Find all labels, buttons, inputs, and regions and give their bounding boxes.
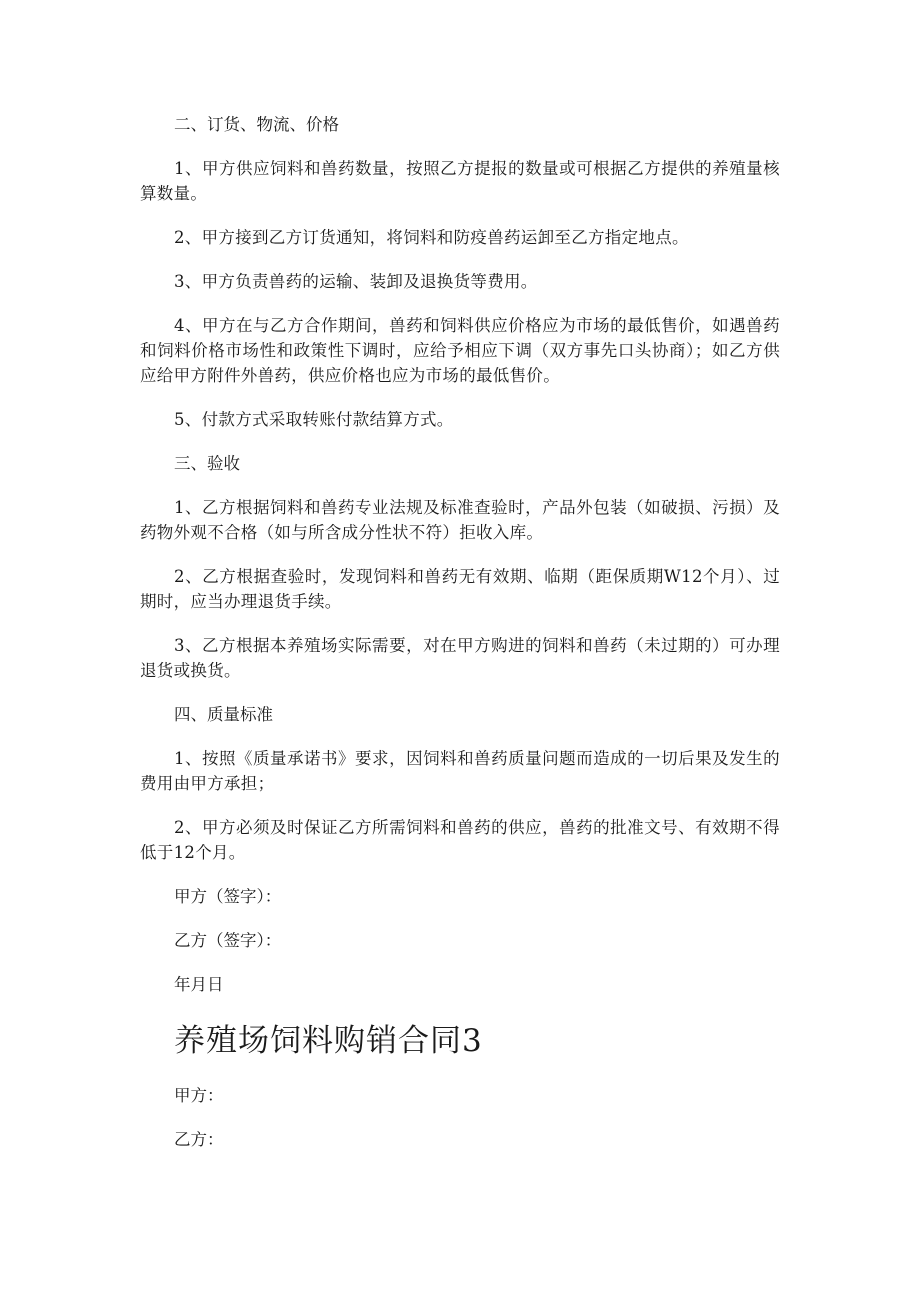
clause-4-1: 1、按照《质量承诺书》要求，因饲料和兽药质量问题而造成的一切后果及发生的费用由甲方承担； xyxy=(140,749,780,793)
document-page xyxy=(140,112,780,1171)
contract-title: 养殖场饲料购销合同3 xyxy=(174,1023,483,1059)
clause-2-3: 3、甲方负责兽药的运输、装卸及退换货等费用。 xyxy=(174,272,538,291)
signature-date: 年月日 xyxy=(174,975,224,994)
clause-3-1: 1、乙方根据饲料和兽药专业法规及标准查验时，产品外包装（如破损、污损）及药物外观不合格（如与所含成分性状不符）拒收入库。 xyxy=(140,498,780,542)
signature-party-a: 甲方（签字）： xyxy=(174,887,282,906)
clause-2-4: 4、甲方在与乙方合作期间，兽药和饲料供应价格应为市场的最低售价，如遇兽药和饲料价格市场性和政策性下调时，应给予相应下调（双方事先口头协商）；如乙方供应给甲方附件外兽药，供应价格也应为市场的最低售价。 xyxy=(140,316,780,385)
section-heading-ordering: 二、订货、物流、价格 xyxy=(174,115,339,134)
party-a-label: 甲方： xyxy=(174,1086,224,1105)
clause-3-3: 3、乙方根据本养殖场实际需要，对在甲方购进的饲料和兽药（未过期的）可办理退货或换货。 xyxy=(140,636,780,680)
party-b-label: 乙方： xyxy=(174,1130,224,1149)
clause-2-2: 2、甲方接到乙方订货通知，将饲料和防疫兽药运卸至乙方指定地点。 xyxy=(174,228,689,247)
section-heading-acceptance: 三、验收 xyxy=(174,454,240,473)
clause-2-1: 1、甲方供应饲料和兽药数量，按照乙方提报的数量或可根据乙方提供的养殖量核算数量。 xyxy=(140,159,780,203)
clause-2-5: 5、付款方式采取转账付款结算方式。 xyxy=(174,410,454,429)
signature-party-b: 乙方（签字）： xyxy=(174,931,282,950)
section-heading-quality: 四、质量标准 xyxy=(174,705,273,724)
clause-4-2: 2、甲方必须及时保证乙方所需饲料和兽药的供应，兽药的批准文号、有效期不得低于12个月。 xyxy=(140,818,780,862)
clause-3-2: 2、乙方根据查验时，发现饲料和兽药无有效期、临期（距保质期W12个月）、过期时，应当办理退货手续。 xyxy=(140,567,780,611)
